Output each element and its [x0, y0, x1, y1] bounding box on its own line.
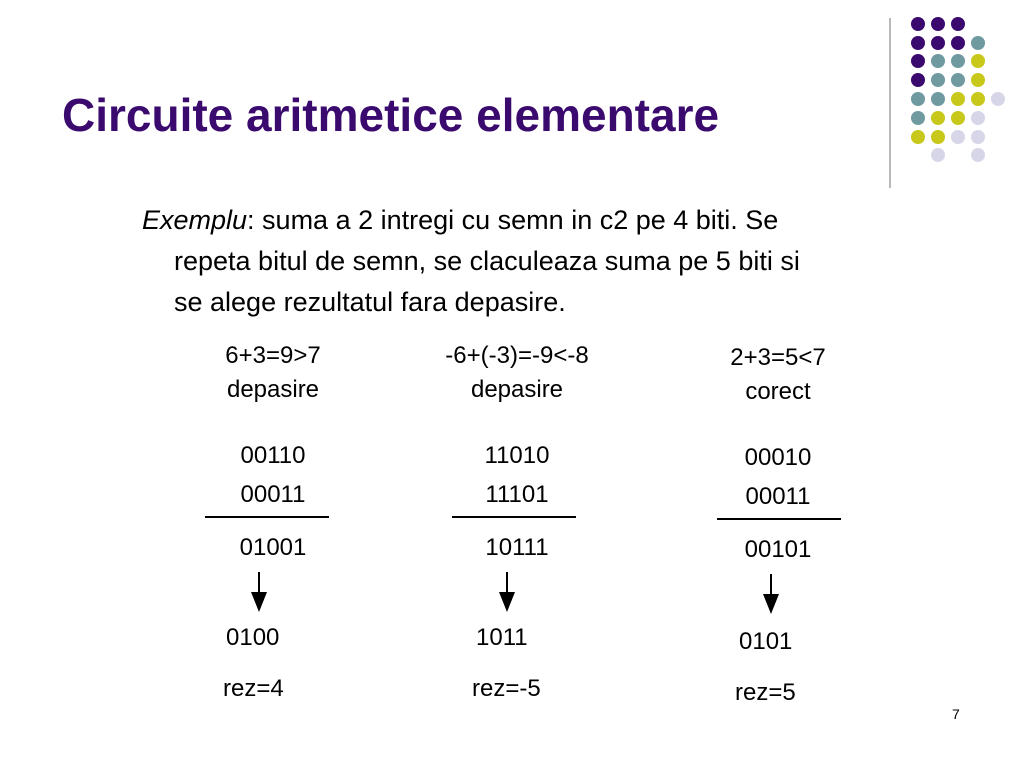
intro-line-2: repeta bitul de semn, se claculeaza suma pe 5 biti si — [174, 246, 800, 276]
example-1-rez: rez=4 — [223, 675, 284, 702]
example-2-rez: rez=-5 — [472, 675, 541, 702]
page-number: 7 — [952, 706, 960, 722]
example-2-heading-line2: depasire — [470, 376, 564, 403]
decorative-dot — [971, 73, 985, 87]
decorative-dot — [911, 17, 925, 31]
decorative-dot — [971, 111, 985, 125]
example-1-heading-line1: 6+3=9>7 — [225, 342, 321, 369]
decorative-dot — [911, 54, 925, 68]
decorative-dot — [931, 73, 945, 87]
example-1-operand-1: 00110 — [240, 442, 306, 469]
example-3-operand-1: 00010 — [744, 444, 812, 471]
example-1-sum: 01001 — [239, 534, 307, 561]
decorative-dot — [911, 130, 925, 144]
example-1-result: 0100 — [226, 624, 280, 651]
decorative-dot — [911, 111, 925, 125]
decorative-dot — [971, 130, 985, 144]
example-3-sum: 00101 — [744, 536, 812, 563]
decorative-dot — [951, 111, 965, 125]
example-1-down-arrow-icon — [251, 572, 267, 612]
example-2-result: 1011 — [476, 624, 528, 651]
decorative-dot — [911, 36, 925, 50]
example-1-operand-2: 00011 — [240, 481, 306, 508]
decorative-dot — [951, 130, 965, 144]
example-3-operand-2: 00011 — [745, 483, 811, 510]
decorative-dot — [931, 17, 945, 31]
example-column-3 — [703, 342, 853, 712]
decorative-dot — [971, 36, 985, 50]
intro-label: Exemplu — [142, 205, 248, 235]
decorative-dot — [951, 17, 965, 31]
example-3-heading-line2: corect — [745, 378, 811, 405]
decorative-dot-grid — [0, 0, 1024, 200]
example-1-sum-rule — [205, 516, 329, 518]
example-3-result: 0101 — [739, 628, 793, 655]
example-3-rez: rez=5 — [735, 679, 796, 706]
decorative-dot — [951, 36, 965, 50]
intro-line-3: se alege rezultatul fara depasire. — [174, 287, 566, 317]
decorative-dot — [951, 92, 965, 106]
example-column-2 — [417, 340, 617, 710]
example-2-sum-rule — [452, 516, 576, 518]
example-3-down-arrow-icon — [763, 574, 779, 614]
decorative-dot — [991, 92, 1005, 106]
example-2-heading-line1: -6+(-3)=-9<-8 — [445, 342, 589, 369]
decorative-dot — [951, 73, 965, 87]
example-2-sum: 10111 — [485, 534, 549, 561]
intro-line-1-rest: : suma a 2 intregi cu semn in c2 pe 4 biti. Se — [247, 205, 779, 235]
decorative-dot — [931, 130, 945, 144]
example-column-1 — [198, 340, 348, 710]
decorative-dot — [911, 73, 925, 87]
example-1-heading-line2: depasire — [226, 376, 320, 403]
decorative-dot — [931, 54, 945, 68]
decorative-dot — [971, 92, 985, 106]
example-2-operand-2: 11101 — [485, 481, 549, 508]
decorative-dot — [931, 92, 945, 106]
intro-line-1 — [142, 200, 942, 241]
intro-text — [142, 200, 942, 323]
decorative-dot — [931, 36, 945, 50]
example-3-heading-line1: 2+3=5<7 — [730, 344, 826, 371]
decorative-dot — [911, 92, 925, 106]
decorative-dot — [971, 148, 985, 162]
decorative-dot — [951, 54, 965, 68]
example-3-sum-rule — [717, 518, 841, 520]
decorative-dot — [931, 148, 945, 162]
example-2-down-arrow-icon — [499, 572, 515, 612]
decorative-dot — [931, 111, 945, 125]
example-2-operand-1: 11010 — [484, 442, 550, 469]
decorative-dot — [971, 54, 985, 68]
slide-title: Circuite aritmetice elementare — [62, 89, 720, 141]
